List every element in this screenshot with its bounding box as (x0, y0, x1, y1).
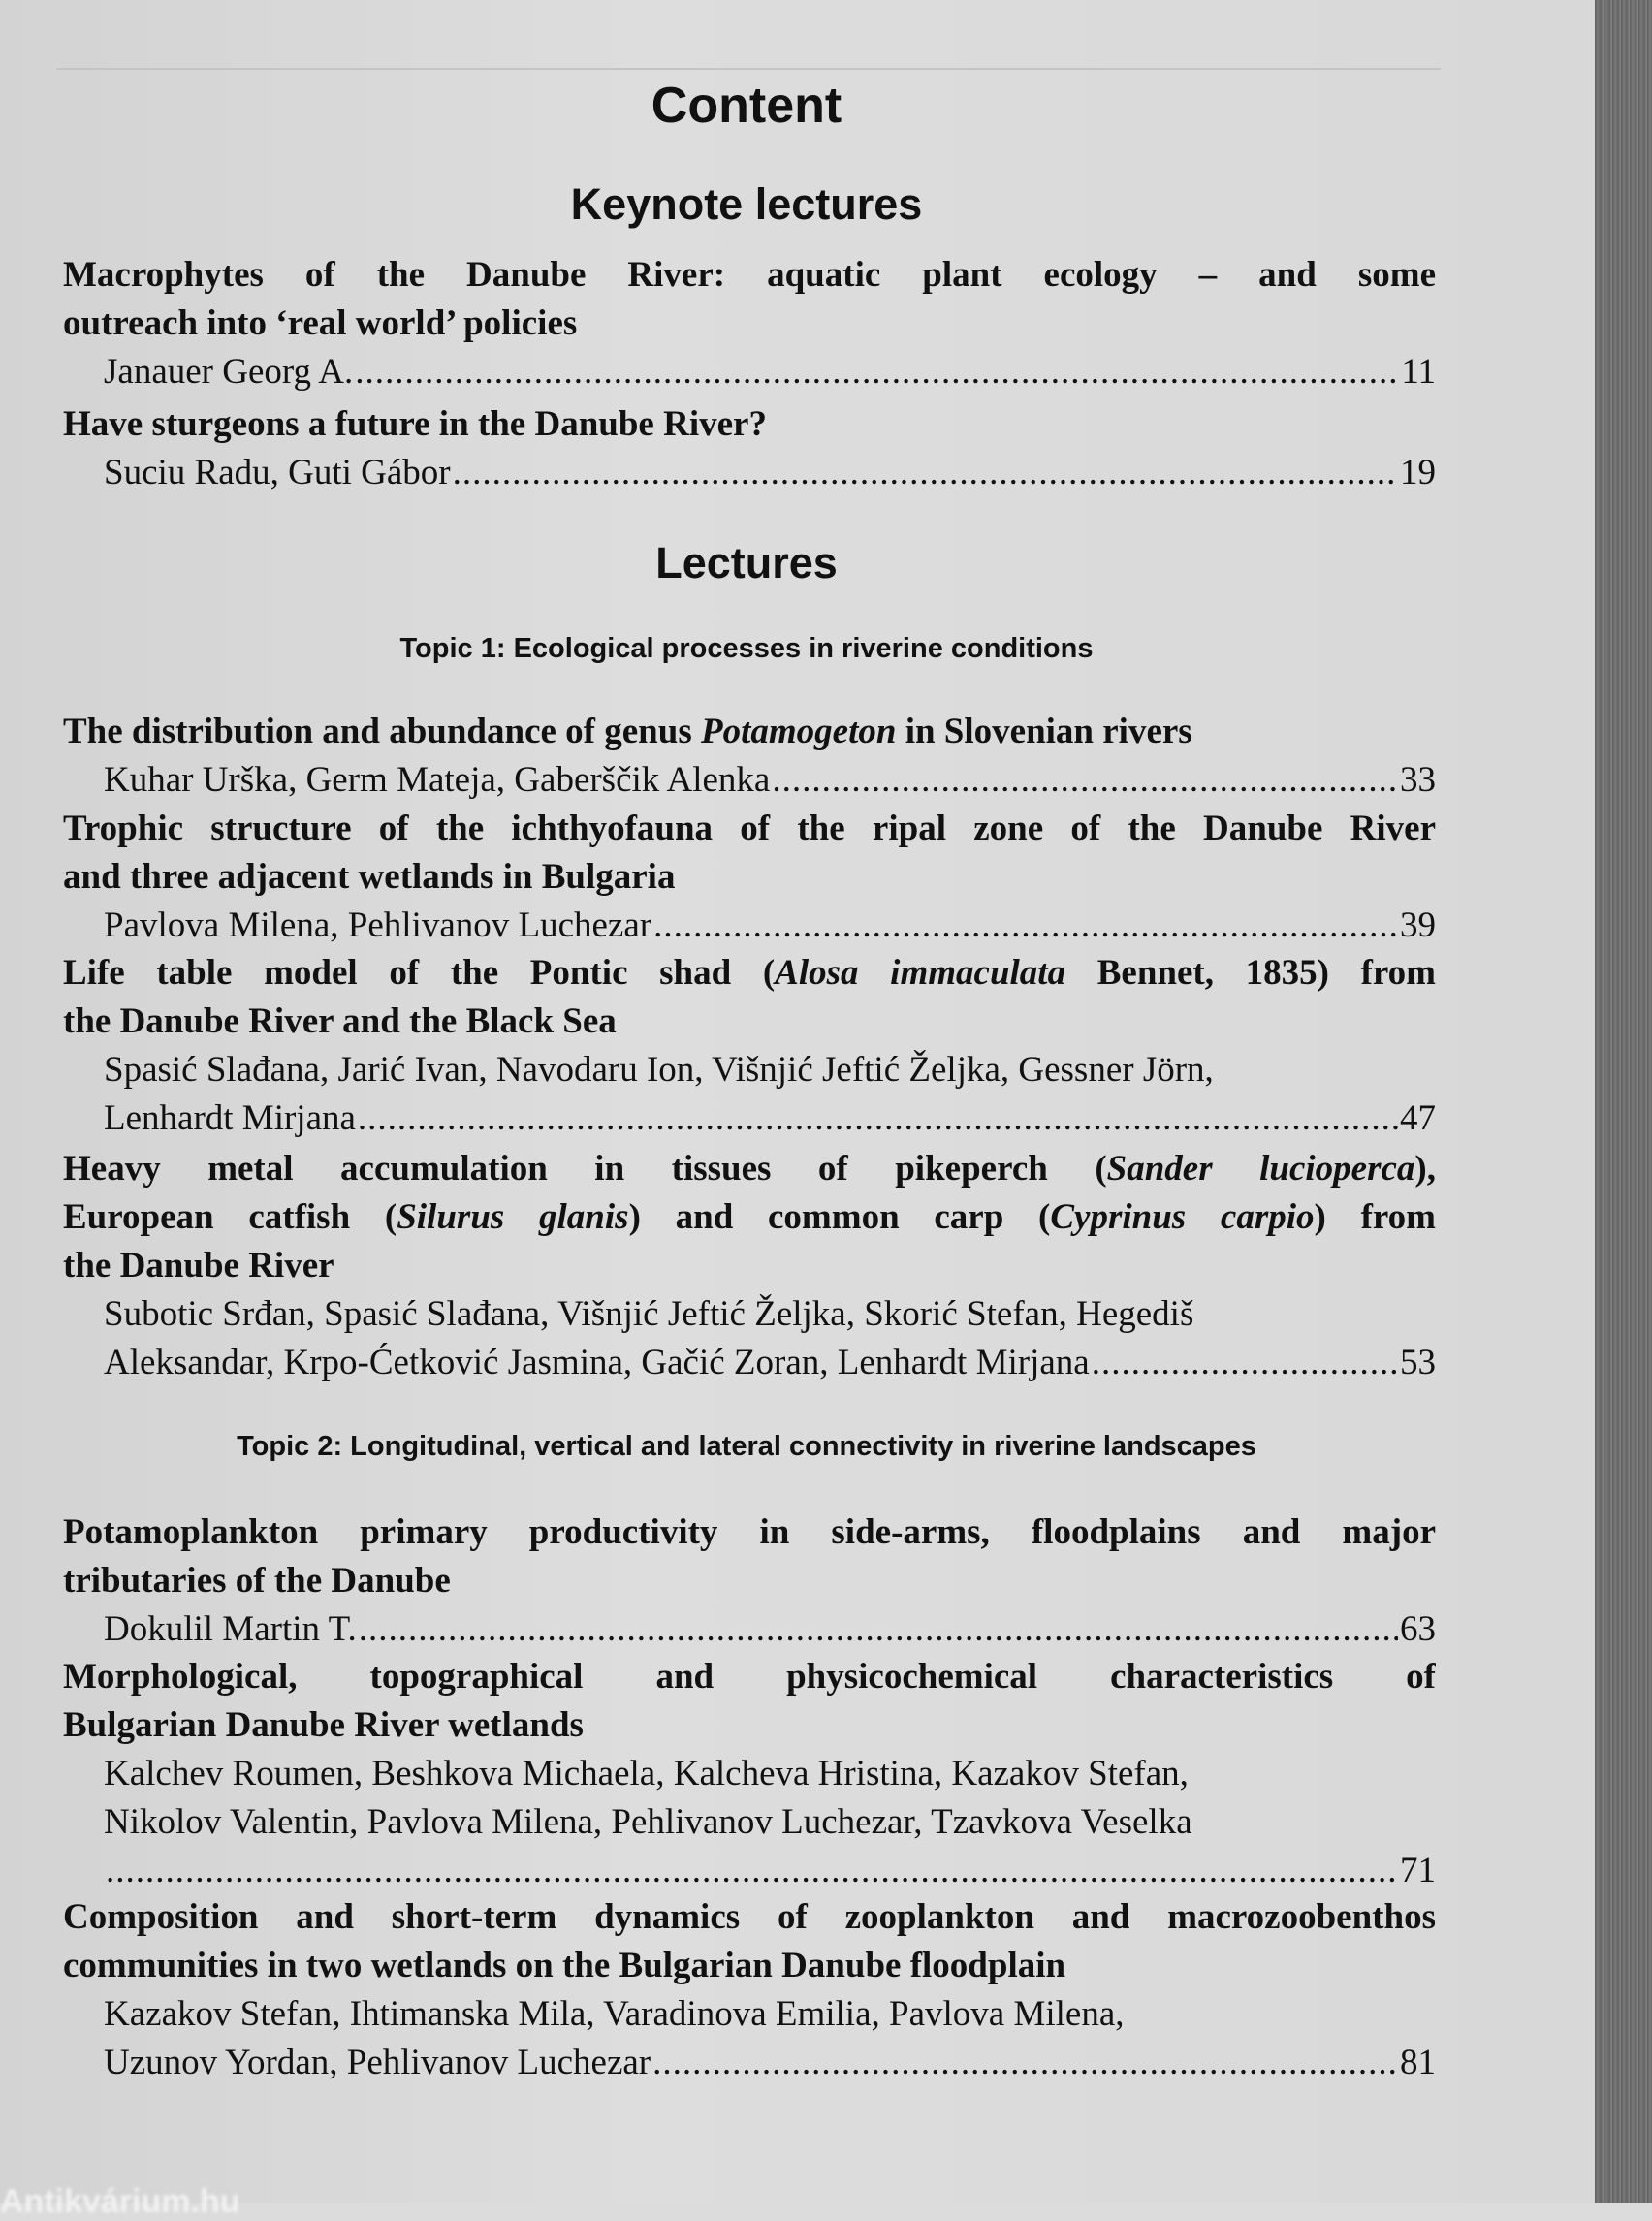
topic-heading-1: Topic 1: Ecological processes in riverine conditions (399, 633, 1094, 664)
title-text: in Slovenian rivers (896, 712, 1192, 751)
entry-authors: Kazakov Stefan, Ihtimanska Mila, Varadinova Emilia, Pavlova Milena, (104, 1994, 1125, 2034)
title-text: Bennet, 1835) from (1065, 953, 1436, 993)
entry-title-line (63, 1893, 1436, 1942)
title-text: European catfish ( (63, 1197, 397, 1237)
page-title: Content (651, 78, 842, 134)
species-name: Silurus glanis (397, 1197, 629, 1237)
page-edge (1595, 0, 1652, 2203)
entry-author-leader-line (63, 1847, 1436, 1895)
entry-authors: Kuhar Urška, Germ Mateja, Gaberščik Alenka (104, 760, 771, 800)
title-text: communities in two wetlands on the Bulgarian Danube floodplain (63, 1946, 1066, 1985)
entry-author-leader-line (63, 1605, 1436, 1654)
title-text: Trophic structure of the ichthyofauna of the ripal zone of the Danube River (63, 809, 1436, 848)
entry-author-leader-line (63, 449, 1436, 497)
species-name: Cyprinus carpio (1050, 1197, 1315, 1237)
title-text: Bulgarian Danube River wetlands (63, 1705, 584, 1745)
toc-entry[interactable] (63, 708, 1436, 805)
dot-leader (652, 2039, 1398, 2087)
entry-author-leader-line (63, 756, 1436, 805)
dot-leader (355, 348, 1399, 397)
dot-leader (359, 1605, 1398, 1654)
toc-entry[interactable] (63, 1653, 1436, 1895)
title-text: Composition and short-term dynamics of zooplankton and macrozoobenthos (63, 1897, 1436, 1937)
toc-entry[interactable] (63, 251, 1436, 397)
entry-title-line (63, 949, 1436, 998)
dot-leader (106, 1847, 1398, 1895)
dot-leader (453, 449, 1398, 497)
entry-title-line (63, 400, 1436, 449)
toc-entry[interactable] (63, 1893, 1436, 2087)
header-rule (56, 68, 1441, 70)
title-text: Morphological, topographical and physicochemical characteristics of (63, 1657, 1436, 1697)
entry-title-line (63, 1145, 1436, 1193)
title-text: the Danube River (63, 1246, 334, 1285)
dot-leader (358, 1095, 1398, 1143)
entry-title-line (63, 853, 1436, 902)
entry-title-line (63, 1942, 1436, 1990)
toc-entry[interactable] (63, 1145, 1436, 1387)
entry-authors: Suciu Radu, Guti Gábor (104, 453, 451, 492)
title-text: Have sturgeons a future in the Danube River? (63, 404, 767, 444)
topic-heading-2: Topic 2: Longitudinal, vertical and lateral connectivity in riverine landscapes (237, 1431, 1256, 1462)
entry-title-line (63, 300, 1436, 348)
page-number: 71 (1400, 1851, 1436, 1890)
entry-author-leader-line (63, 902, 1436, 950)
entry-authors: Pavlova Milena, Pehlivanov Luchezar (104, 905, 652, 945)
page-number: 53 (1400, 1343, 1436, 1382)
title-text: the Danube River and the Black Sea (63, 1001, 617, 1041)
toc-entry[interactable] (63, 949, 1436, 1143)
entry-author-leader-line (63, 1095, 1436, 1143)
entry-authors: Uzunov Yordan, Pehlivanov Luchezar (104, 2043, 651, 2082)
toc-entry[interactable] (63, 1508, 1436, 1654)
entry-title-line (63, 998, 1436, 1046)
dot-leader (772, 756, 1398, 805)
watermark: Antikvárium.hu (0, 2183, 240, 2220)
page-number: 81 (1400, 2043, 1436, 2082)
entry-author-leader-line (63, 1339, 1436, 1387)
species-name: Potamogeton (700, 712, 897, 751)
entry-authors: Aleksandar, Krpo-Ćetković Jasmina, Gačić Zoran, Lenhardt Mirjana (104, 1343, 1090, 1382)
page-number: 33 (1400, 760, 1436, 800)
entry-authors: Kalchev Roumen, Beshkova Michaela, Kalcheva Hristina, Kazakov Stefan, (104, 1754, 1189, 1793)
page-number: 47 (1400, 1098, 1436, 1138)
entry-title-line (63, 1242, 1436, 1290)
entry-title-line (63, 1193, 1436, 1242)
title-text: Heavy metal accumulation in tissues of pikeperch ( (63, 1149, 1107, 1189)
entry-title-line (63, 1653, 1436, 1701)
page-number: 11 (1401, 352, 1436, 392)
page-number: 63 (1400, 1609, 1436, 1649)
title-text: Macrophytes of the Danube River: aquatic plant ecology – and some (63, 255, 1436, 295)
dot-leader (653, 902, 1398, 950)
page-number: 39 (1400, 905, 1436, 945)
title-text: and three adjacent wetlands in Bulgaria (63, 857, 676, 897)
entry-title-line (63, 805, 1436, 853)
entry-title-line (63, 1701, 1436, 1750)
title-text: Life table model of the Pontic shad ( (63, 953, 776, 993)
toc-entry[interactable] (63, 805, 1436, 950)
species-name: Alosa immaculata (775, 953, 1066, 993)
page-number: 19 (1400, 453, 1436, 492)
title-text: ) from (1314, 1197, 1436, 1237)
section-heading-lectures: Lectures (655, 538, 838, 587)
entry-title-line (63, 708, 1436, 756)
title-text: Potamoplankton primary productivity in side-arms, floodplains and major (63, 1512, 1436, 1552)
title-text: tributaries of the Danube (63, 1561, 451, 1601)
entry-title-line (63, 1508, 1436, 1557)
title-text: outreach into ‘real world’ policies (63, 303, 578, 343)
entry-authors: Subotic Srđan, Spasić Slađana, Višnjić Jeftić Željka, Skorić Stefan, Hegediš (104, 1294, 1194, 1334)
section-heading-keynote: Keynote lectures (570, 179, 923, 229)
toc-entry[interactable] (63, 400, 1436, 497)
entry-authors: Spasić Slađana, Jarić Ivan, Navodaru Ion, Višnjić Jeftić Željka, Gessner Jörn, (104, 1050, 1214, 1090)
entry-title-line (63, 251, 1436, 300)
species-name: Sander lucioperca (1106, 1149, 1415, 1189)
dot-leader (1092, 1339, 1398, 1387)
entry-authors: Janauer Georg A. (104, 352, 354, 392)
entry-authors: Dokulil Martin T. (104, 1609, 357, 1649)
title-text: ) and common carp ( (628, 1197, 1051, 1237)
title-text: ), (1414, 1149, 1436, 1189)
title-text: The distribution and abundance of genus (63, 712, 701, 751)
entry-authors: Lenhardt Mirjana (104, 1098, 356, 1138)
entry-author-leader-line (63, 2039, 1436, 2087)
entry-authors: Nikolov Valentin, Pavlova Milena, Pehlivanov Luchezar, Tzavkova Veselka (104, 1802, 1192, 1842)
entry-author-leader-line (63, 348, 1436, 397)
entry-title-line (63, 1557, 1436, 1605)
